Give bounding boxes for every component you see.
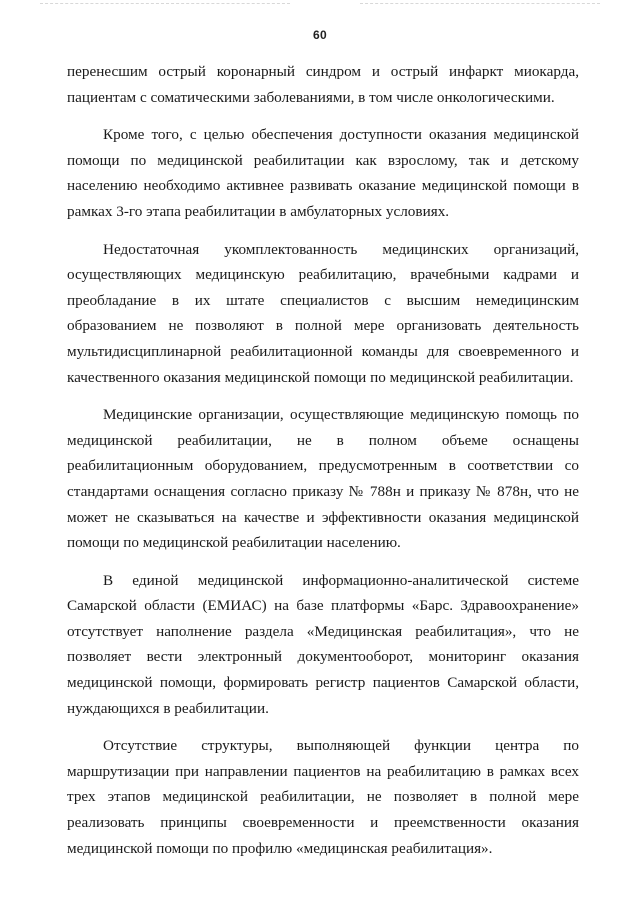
paragraph: Кроме того, с целью обеспечения доступности оказания медицинской помощи по медицинской реабилитации как взрослому, так и детскому населению необходимо активнее развивать оказание медицинской помощи в рамках 3-го этапа реабилитации в амбулаторных условиях. [67,126,579,220]
paragraph: Недостаточная укомплектованность медицинских организаций, осуществляющих медицинскую реабилитацию, врачебными кадрами и преобладание в их штате специалистов с высшим немедицинским образованием не позволяют в полной мере организовать деятельность мультидисциплинарной реабилитационной команды для своевременного и качественного оказания медицинской помощи по медицинской реабилитации. [67,240,579,386]
scan-edge-mark [40,3,290,4]
paragraph: перенесшим острый коронарный синдром и острый инфаркт миокарда, пациентам с соматическими заболеваниями, в том числе онкологическими. [67,63,579,106]
scan-edge-mark [360,3,600,4]
paragraph: Медицинские организации, осуществляющие медицинскую помощь по медицинской реабилитации, не в полном объеме оснащены реабилитационным оборудованием, предусмотренным в соответствии со стандартами оснащения согласно приказу № 788н и приказу № 878н, что не может не сказываться на качестве и эффективности оказания медицинской помощи по медицинской реабилитации населению. [67,406,579,552]
paragraph: Отсутствие структуры, выполняющей функции центра по маршрутизации при направлении пациентов на реабилитацию в рамках всех трех этапов медицинской реабилитации, не позволяет в полной мере реализовать принципы своевременности и преемственности оказания медицинской помощи по профилю «медицинская реабилитация». [67,737,579,857]
document-body [67,59,579,861]
page-number: 60 [313,28,327,42]
paragraph: В единой медицинской информационно-аналитической системе Самарской области (ЕМИАС) на базе платформы «Барс. Здравоохранение» отсутствует наполнение раздела «Медицинская реабилитация», что не позволяет вести электронный документооборот, мониторинг оказания медицинской помощи, формировать регистр пациентов Самарской области, нуждающихся в реабилитации. [67,571,579,717]
